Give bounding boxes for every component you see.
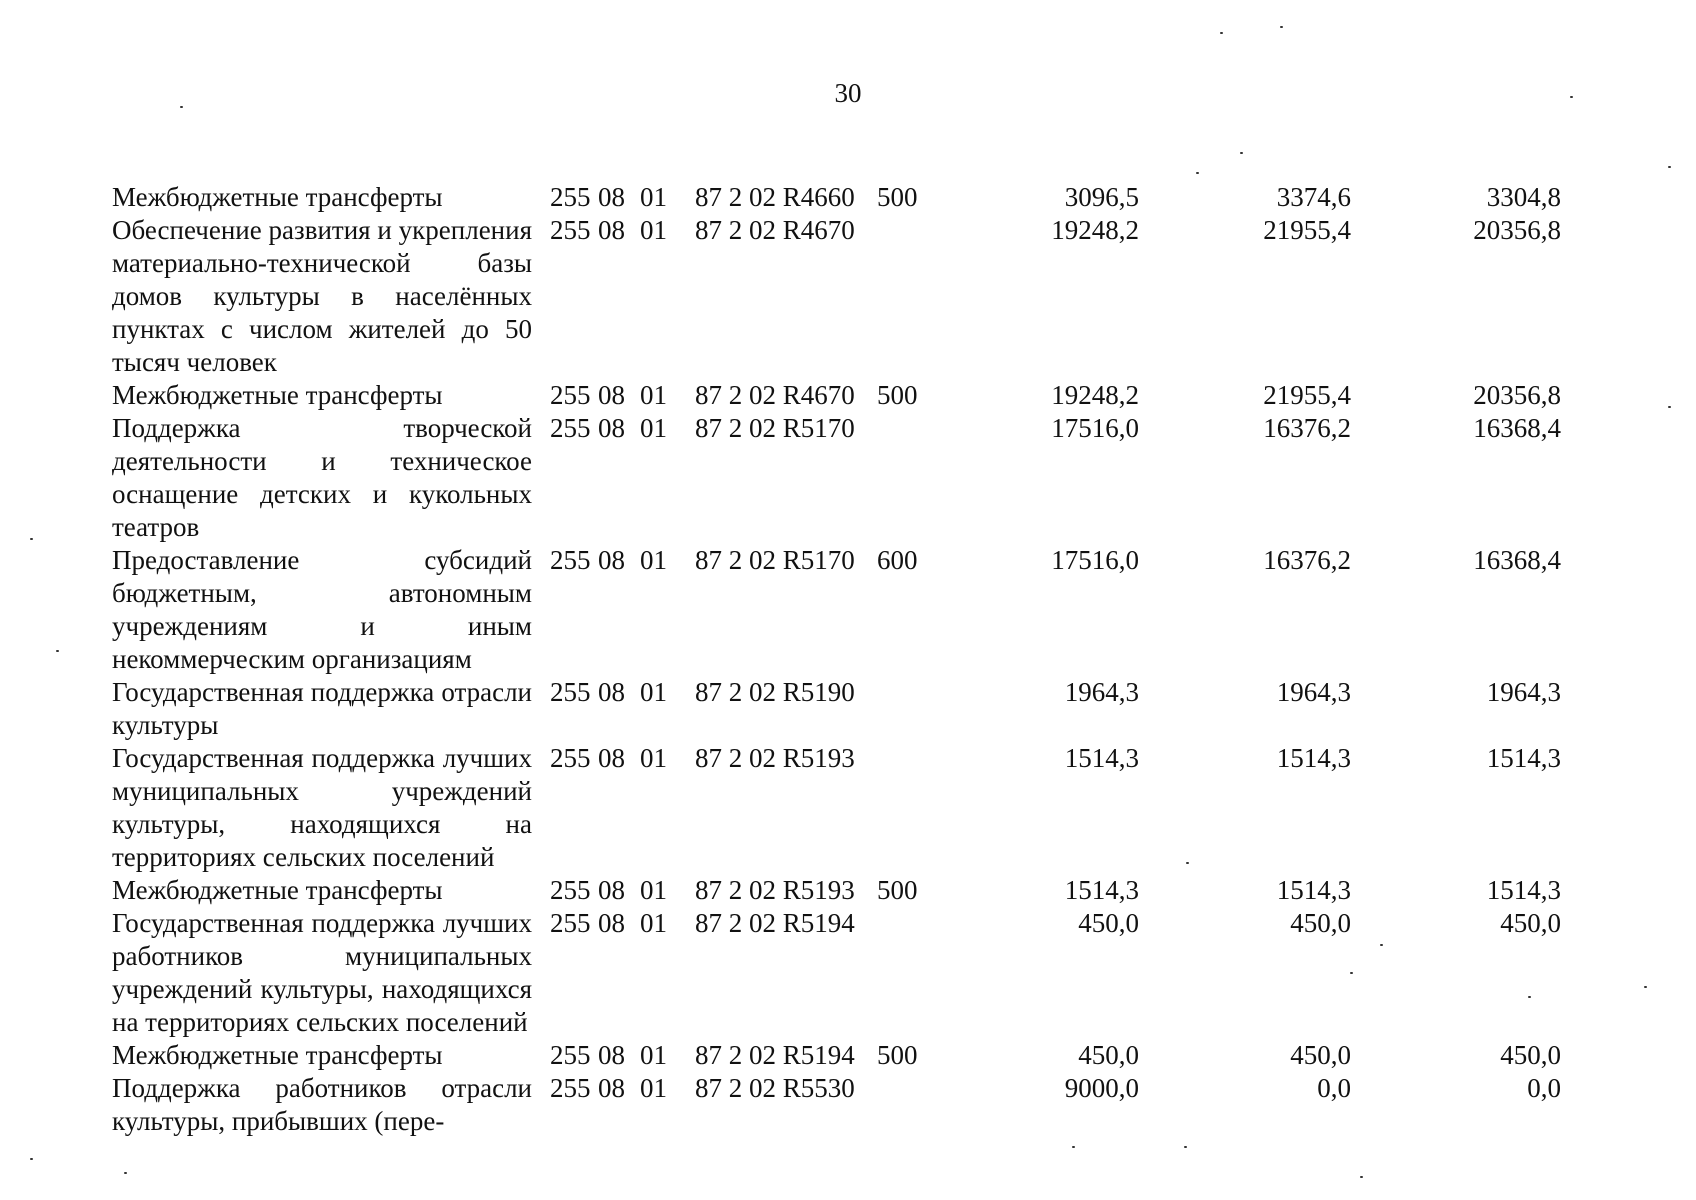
subsection-code: 01 [640,182,667,212]
scan-speck [180,106,183,108]
section-code: 08 [598,545,625,575]
table-row [112,874,1561,907]
amount-year-3: 1514,3 [1486,875,1561,905]
admin-code: 255 [550,1073,591,1103]
row-name: Межбюджетные трансферты [112,875,443,905]
subsection-code: 01 [640,545,667,575]
scan-speck [1072,1146,1075,1148]
target-article: 87 2 02 R4670 [695,380,855,410]
subsection-code: 01 [640,908,667,938]
section-code: 08 [598,380,625,410]
target-article: 87 2 02 R4660 [695,182,855,212]
target-article: 87 2 02 R5190 [695,677,855,707]
target-article: 87 2 02 R5193 [695,743,855,773]
row-name: Обеспечение развития и укрепления материально-технической базы домов культуры в населённых пунктах с числом жителей до 50 тысяч человек [112,215,532,377]
amount-year-1: 1964,3 [1064,677,1139,707]
expense-type: 500 [877,1040,918,1070]
section-code: 08 [598,413,625,443]
target-article: 87 2 02 R5194 [695,908,855,938]
amount-year-3: 1514,3 [1486,743,1561,773]
expense-type: 500 [877,380,918,410]
subsection-code: 01 [640,1040,667,1070]
amount-year-2: 1514,3 [1276,743,1351,773]
row-name: Межбюджетные трансферты [112,380,443,410]
amount-year-1: 17516,0 [1051,545,1139,575]
scan-speck [1196,172,1199,174]
amount-year-1: 450,0 [1078,908,1139,938]
scan-speck [1528,996,1531,998]
section-code: 08 [598,908,625,938]
scan-speck [56,650,59,652]
subsection-code: 01 [640,413,667,443]
scan-speck [1644,986,1647,988]
amount-year-2: 450,0 [1290,1040,1351,1070]
scan-speck [30,1158,33,1160]
section-code: 08 [598,743,625,773]
budget-table [112,181,1561,1138]
scan-speck [1668,406,1671,408]
amount-year-1: 19248,2 [1051,215,1139,245]
amount-year-3: 450,0 [1500,908,1561,938]
subsection-code: 01 [640,380,667,410]
amount-year-1: 1514,3 [1064,875,1139,905]
section-code: 08 [598,1040,625,1070]
amount-year-2: 16376,2 [1263,545,1351,575]
row-name: Государственная поддержка лучших муниципальных учреждений культуры, находящихся на территориях сельских поселений [112,743,532,872]
amount-year-2: 21955,4 [1263,380,1351,410]
admin-code: 255 [550,380,591,410]
subsection-code: 01 [640,215,667,245]
admin-code: 255 [550,677,591,707]
scan-speck [1240,152,1243,154]
table-row [112,214,1561,379]
table-row [112,1039,1561,1072]
section-code: 08 [598,677,625,707]
expense-type: 600 [877,545,918,575]
amount-year-2: 0,0 [1317,1073,1351,1103]
admin-code: 255 [550,182,591,212]
scan-speck [1220,32,1223,34]
table-row [112,181,1561,214]
scan-speck [1184,1146,1187,1148]
table-row [112,412,1561,544]
section-code: 08 [598,215,625,245]
scan-speck [124,1172,127,1174]
scan-speck [1380,944,1383,946]
admin-code: 255 [550,545,591,575]
section-code: 08 [598,875,625,905]
row-name: Государственная поддержка лучших работников муниципальных учреждений культуры, находящихся на территориях сельских поселений [112,908,532,1037]
section-code: 08 [598,1073,625,1103]
scan-speck [1350,972,1353,974]
expense-type: 500 [877,182,918,212]
amount-year-2: 1964,3 [1276,677,1351,707]
scan-speck [30,538,33,540]
amount-year-3: 1964,3 [1486,677,1561,707]
amount-year-2: 450,0 [1290,908,1351,938]
target-article: 87 2 02 R4670 [695,215,855,245]
scan-speck [1570,96,1573,98]
row-name: Государственная поддержка отрасли культуры [112,677,532,740]
amount-year-2: 21955,4 [1263,215,1351,245]
amount-year-2: 3374,6 [1276,182,1351,212]
row-name: Межбюджетные трансферты [112,182,443,212]
amount-year-2: 16376,2 [1263,413,1351,443]
table-row [112,742,1561,874]
subsection-code: 01 [640,677,667,707]
row-name: Межбюджетные трансферты [112,1040,443,1070]
table-row [112,676,1561,742]
admin-code: 255 [550,908,591,938]
subsection-code: 01 [640,1073,667,1103]
admin-code: 255 [550,413,591,443]
amount-year-3: 16368,4 [1473,413,1561,443]
table-row [112,1072,1561,1138]
scan-speck [1186,862,1189,864]
admin-code: 255 [550,1040,591,1070]
amount-year-1: 3096,5 [1064,182,1139,212]
amount-year-1: 1514,3 [1064,743,1139,773]
scan-speck [1280,26,1283,28]
amount-year-3: 20356,8 [1473,380,1561,410]
amount-year-3: 3304,8 [1486,182,1561,212]
amount-year-3: 20356,8 [1473,215,1561,245]
section-code: 08 [598,182,625,212]
amount-year-3: 0,0 [1527,1073,1561,1103]
target-article: 87 2 02 R5170 [695,545,855,575]
page-number: 30 [834,78,862,108]
subsection-code: 01 [640,875,667,905]
row-name: Предоставление субсидий бюджетным, автономным учреждениям и иным некоммерческим организациям [112,545,532,674]
amount-year-2: 1514,3 [1276,875,1351,905]
expense-type: 500 [877,875,918,905]
subsection-code: 01 [640,743,667,773]
admin-code: 255 [550,215,591,245]
target-article: 87 2 02 R5170 [695,413,855,443]
admin-code: 255 [550,875,591,905]
table-row [112,379,1561,412]
amount-year-1: 19248,2 [1051,380,1139,410]
amount-year-1: 17516,0 [1051,413,1139,443]
amount-year-3: 450,0 [1500,1040,1561,1070]
row-name: Поддержка работников отрасли культуры, прибывших (пере- [112,1073,532,1136]
target-article: 87 2 02 R5530 [695,1073,855,1103]
target-article: 87 2 02 R5193 [695,875,855,905]
scan-speck [1668,166,1671,168]
row-name: Поддержка творческой деятельности и техническое оснащение детских и кукольных театров [112,413,532,542]
table-row [112,544,1561,676]
scan-speck [1360,1176,1363,1178]
admin-code: 255 [550,743,591,773]
amount-year-1: 9000,0 [1064,1073,1139,1103]
table-row [112,907,1561,1039]
amount-year-3: 16368,4 [1473,545,1561,575]
amount-year-1: 450,0 [1078,1040,1139,1070]
target-article: 87 2 02 R5194 [695,1040,855,1070]
